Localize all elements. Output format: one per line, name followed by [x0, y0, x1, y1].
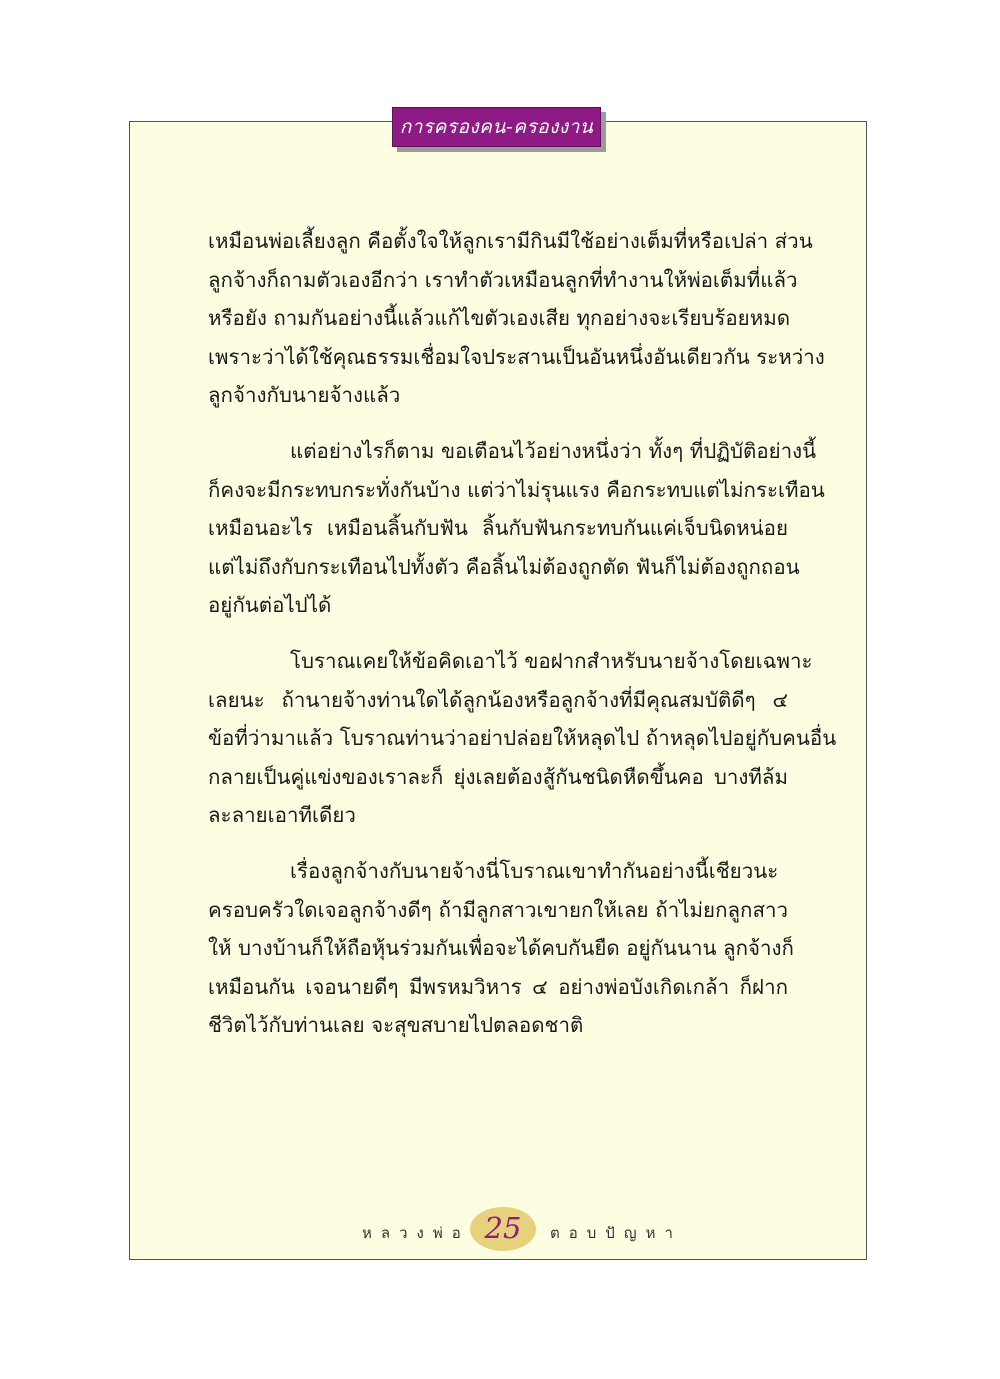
paragraph-line: ข้อที่ว่ามาแล้ว โบราณท่านว่าอย่าปล่อยให้หลุดไป ถ้าหลุดไปอยู่กับคนอื่น — [208, 726, 837, 751]
chapter-header-tab — [392, 107, 601, 147]
paragraph-line: แต่ไม่ถึงกับกระเทือนไปทั้งตัว คือลิ้นไม่ต้องถูกตัด ฟันก็ไม่ต้องถูกถอน — [208, 554, 800, 579]
paragraph-line: ชีวิตไว้กับท่านเลย จะสุขสบายไปตลอดชาติ — [208, 1013, 584, 1038]
paragraph-line: ครอบครัวใดเจอลูกจ้างดีๆ ถ้ามีลูกสาวเขายกให้เลย ถ้าไม่ยกลูกสาว — [208, 897, 788, 922]
page-number: 25 — [484, 1211, 522, 1245]
paragraph-line: อยู่กันต่อไปได้ — [208, 593, 332, 618]
paragraph-line: ให้ บางบ้านก็ให้ถือหุ้นร่วมกันเพื่อจะได้คบกันยืด อยู่กันนาน ลูกจ้างก็ — [208, 936, 794, 961]
paragraph-line: กลายเป็นคู่แข่งของเราละก็ ยุ่งเลยต้องสู้กันชนิดหืดขึ้นคอ บางทีล้ม — [208, 764, 788, 789]
paragraph-line: เพราะว่าได้ใช้คุณธรรมเชื่อมใจประสานเป็นอันหนึ่งอันเดียวกัน ระหว่าง — [208, 344, 825, 369]
body-text — [208, 222, 837, 1045]
chapter-title: การครองคน-ครองงาน — [399, 116, 594, 138]
footer-book-title-right: ตอบปัญหา — [550, 1224, 682, 1242]
page-footer — [0, 1205, 1000, 1255]
paragraph-line: เหมือนอะไร เหมือนลิ้นกับฟัน ลิ้นกับฟันกระทบกันแค่เจ็บนิดหน่อย — [208, 516, 788, 541]
paragraph-line: ละลายเอาทีเดียว — [208, 803, 356, 828]
paragraph-line: หรือยัง ถามกันอย่างนี้แล้วแก้ไขตัวเองเสีย ทุกอย่างจะเรียบร้อยหมด — [208, 306, 791, 331]
paragraph-line: ลูกจ้างก็ถามตัวเองอีกว่า เราทำตัวเหมือนลูกที่ทำงานให้พ่อเต็มที่แล้ว — [208, 267, 798, 292]
paragraph-line: แต่อย่างไรก็ตาม ขอเตือนไว้อย่างหนึ่งว่า ทั้งๆ ที่ปฏิบัติอย่างนี้ — [290, 438, 817, 463]
footer-book-title-left: หลวงพ่อ — [362, 1224, 470, 1242]
paragraph-line: ก็คงจะมีกระทบกระทั่งกันบ้าง แต่ว่าไม่รุนแรง คือกระทบแต่ไม่กระเทือน — [208, 477, 825, 502]
paragraph-line: โบราณเคยให้ข้อคิดเอาไว้ ขอฝากสำหรับนายจ้างโดยเฉพาะ — [290, 648, 813, 673]
paragraph-line: ลูกจ้างกับนายจ้างแล้ว — [208, 383, 401, 408]
paragraph-line: เหมือนพ่อเลี้ยงลูก คือตั้งใจให้ลูกเรามีกินมีใช้อย่างเต็มที่หรือเปล่า ส่วน — [208, 229, 813, 253]
paragraph-line: เหมือนกัน เจอนายดีๆ มีพรหมวิหาร ๔ อย่างพ่อบังเกิดเกล้า ก็ฝาก — [208, 974, 788, 999]
paragraph-line: เลยนะ ถ้านายจ้างท่านใดได้ลูกน้องหรือลูกจ้างที่มีคุณสมบัติดีๆ ๔ — [208, 687, 788, 712]
paragraph-line: เรื่องลูกจ้างกับนายจ้างนี่โบราณเขาทำกันอย่างนี้เชียวนะ — [290, 858, 779, 883]
